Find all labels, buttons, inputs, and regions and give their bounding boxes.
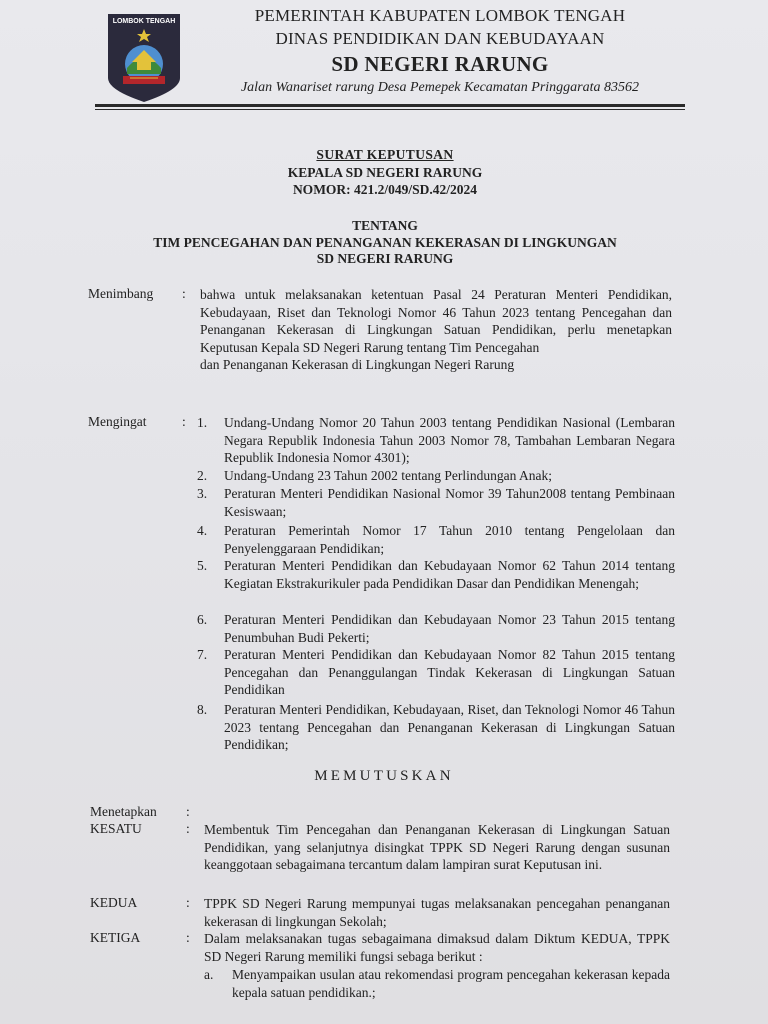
list-text: Peraturan Menteri Pendidikan dan Kebudayaan Nomor 23 Tahun 2015 tentang Penumbuhan Budi Pekerti;: [224, 612, 675, 645]
lombok-tengah-emblem-icon: [106, 12, 182, 104]
mengingat-item: [197, 414, 675, 467]
list-text: Menyampaikan usulan atau rekomendasi program pencegahan kekerasan kepada kepala satuan pendidikan.;: [232, 967, 670, 1000]
kesatu-colon: :: [186, 821, 190, 836]
menetapkan-label: Menetapkan: [90, 804, 157, 819]
menimbang-label: Menimbang: [88, 286, 154, 301]
list-text: Undang-Undang Nomor 20 Tahun 2003 tentang Pendidikan Nasional (Lembaran Negara Republik Indonesia Tahun 2003 Nomor 78, Tambahan Lembaran Negara Republik Indonesia Nomor 4301);: [224, 415, 675, 466]
letterhead-address: Jalan Wanariset rarung Desa Pemepek Kecamatan Pringgarata 83562: [240, 80, 640, 95]
menimbang-text: [200, 286, 672, 374]
list-number: 3.: [197, 486, 208, 501]
regency-logo: [106, 12, 182, 104]
mengingat-label: Mengingat: [88, 414, 147, 429]
letterhead-school-name: SD NEGERI RARUNG: [331, 52, 549, 76]
menimbang-text-last: dan Penanganan Kekerasan di Lingkungan Negeri Rarung: [200, 357, 515, 373]
svg-text:LOMBOK TENGAH: LOMBOK TENGAH: [112, 18, 176, 25]
list-text: Peraturan Menteri Pendidikan Nasional Nomor 39 Tahun2008 tentang Pembinaan Kesiswaan;: [224, 486, 675, 519]
decree-subject-line1: TIM PENCEGAHAN DAN PENANGANAN KEKERASAN DI LINGKUNGAN: [153, 235, 617, 250]
decree-tentang: TENTANG: [352, 218, 418, 233]
menetapkan-colon: :: [186, 804, 190, 819]
list-number: 1.: [197, 415, 208, 430]
list-number: 4.: [197, 523, 208, 538]
kedua-colon: :: [186, 895, 190, 910]
mengingat-item: [197, 646, 675, 699]
mengingat-item: [197, 522, 675, 557]
kesatu-label: KESATU: [90, 821, 142, 836]
list-text: Peraturan Menteri Pendidikan dan Kebudayaan Nomor 62 Tahun 2014 tentang Kegiatan Ekstrakurikuler pada Pendidikan Dasar dan Pendidikan Menengah;: [224, 558, 675, 591]
mengingat-item: [197, 467, 675, 485]
letterhead-divider-thin: [95, 109, 685, 110]
list-text: Peraturan Pemerintah Nomor 17 Tahun 2010 tentang Pengelolaan dan Penyelenggaraan Pendidikan;: [224, 523, 675, 556]
kedua-text: TPPK SD Negeri Rarung mempunyai tugas melaksanakan pencegahan penanganan kekerasan di lingkungan Sekolah;: [204, 896, 670, 929]
kedua-label: KEDUA: [90, 895, 138, 910]
ketiga-sub-item: [204, 966, 670, 1001]
list-text: Peraturan Menteri Pendidikan dan Kebudayaan Nomor 82 Tahun 2015 tentang Pencegahan dan Penanggulangan Tindak Kekerasan di Lingkungan Satuan Pendidikan: [224, 647, 675, 698]
ketiga-label: KETIGA: [90, 930, 141, 945]
letterhead-government: PEMERINTAH KABUPATEN LOMBOK TENGAH: [254, 6, 626, 25]
menimbang-text-main: bahwa untuk melaksanakan ketentuan Pasal 24 Peraturan Menteri Pendidikan, Kebudayaan, Riset dan Teknologi Nomor 46 Tahun 2023 tentang Pencegahan dan Penanganan Kekerasan di Lingkungan Satuan Pendidikan, perlu menetapkan Keputusan Kepala SD Negeri Rarung tentang Tim Pencegahan: [200, 287, 672, 355]
ketiga-text: Dalam melaksanakan tugas sebagaimana dimaksud dalam Diktum KEDUA, TPPK SD Negeri Rarung memiliki fungsi sebaga berikut :: [204, 931, 670, 964]
decree-subject-line2: SD NEGERI RARUNG: [316, 251, 454, 266]
list-text: Peraturan Menteri Pendidikan, Kebudayaan, Riset, dan Teknologi Nomor 46 Tahun 2023 tentang Pencegahan dan Penanganan Kekerasan di Lingkungan Satuan Pendidikan;: [224, 702, 675, 753]
mengingat-item: [197, 701, 675, 754]
list-number: 8.: [197, 702, 208, 717]
mengingat-item: [197, 611, 675, 646]
kesatu-text: Membentuk Tim Pencegahan dan Penanganan Kekerasan di Lingkungan Satuan Pendidikan, yang selanjutnya disingkat TPPK SD Negeri Rarung dengan susunan keanggotaan sebagaimana tercantum dalam lampiran surat Keputusan ini.: [204, 822, 670, 873]
list-number: 5.: [197, 558, 208, 573]
mengingat-item: [197, 557, 675, 592]
ketiga-colon: :: [186, 930, 190, 945]
list-number: 2.: [197, 468, 208, 483]
mengingat-colon: :: [182, 414, 186, 429]
menimbang-colon: :: [182, 286, 186, 301]
decree-title: SURAT KEPUTUSAN: [316, 147, 454, 162]
mengingat-item: [197, 485, 675, 520]
letterhead-divider-thick: [95, 104, 685, 107]
letterhead-department: DINAS PENDIDIKAN DAN KEBUDAYAAN: [275, 29, 605, 48]
list-number: 6.: [197, 612, 208, 627]
decree-issuer: KEPALA SD NEGERI RARUNG: [287, 165, 483, 180]
list-text: Undang-Undang 23 Tahun 2002 tentang Perlindungan Anak;: [224, 468, 553, 483]
list-number: 7.: [197, 647, 208, 662]
list-number: a.: [204, 967, 214, 982]
memutuskan-heading: MEMUTUSKAN: [314, 768, 454, 784]
decree-number: NOMOR: 421.2/049/SD.42/2024: [292, 182, 478, 197]
